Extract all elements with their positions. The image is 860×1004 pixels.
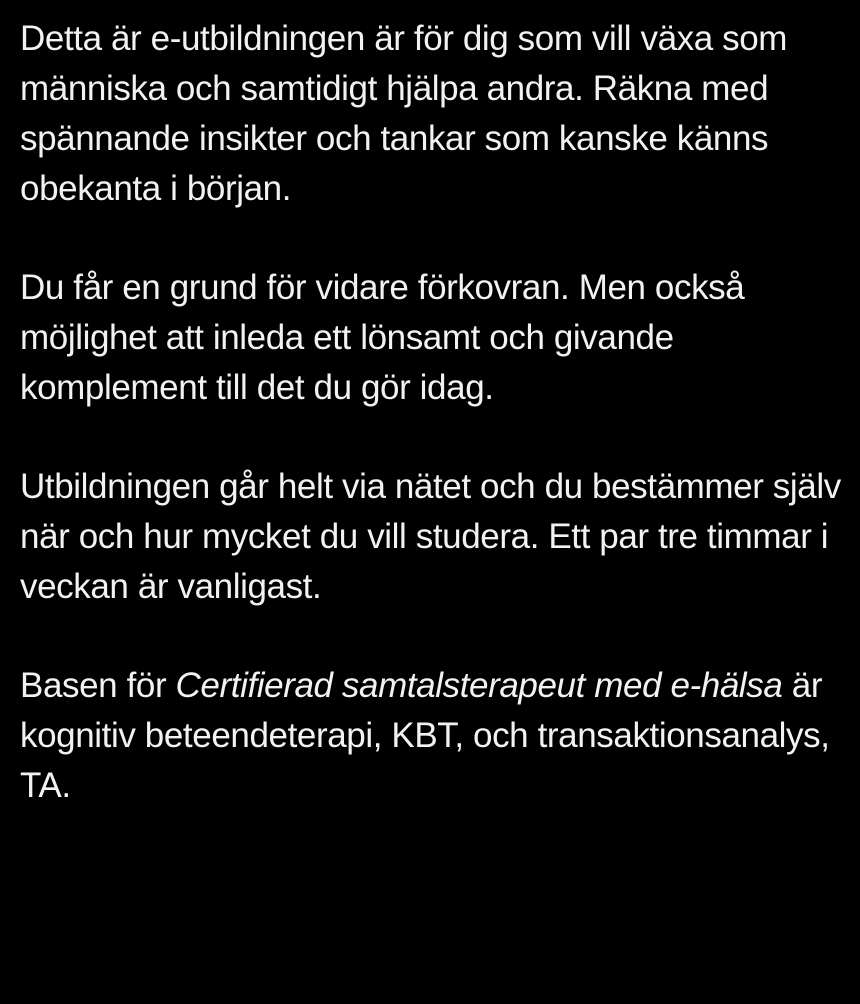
paragraph-foundation: Du får en grund för vidare förkovran. Men också möjlighet att inleda ett lönsamt och givande komplement till det du gör idag. [20, 268, 745, 407]
paragraph-online-study: Utbildningen går helt via nätet och du bestämmer själv när och hur mycket du vill studera. Ett par tre timmar i veckan är vanligast. [20, 467, 841, 606]
paragraph-intro: Detta är e-utbildningen är för dig som vill växa som människa och samtidigt hjälpa andra. Räkna med spännande insikter och tankar som kanske känns obekanta i början. [20, 19, 788, 208]
basis-prefix: Basen för [20, 666, 176, 705]
paragraph-basis [20, 661, 850, 811]
document-body [20, 14, 850, 811]
basis-suffix: är kognitiv beteendeterapi, KBT, och transaktionsanalys, TA. [20, 666, 830, 805]
course-title: Certifierad samtalsterapeut med e-hälsa [175, 666, 783, 705]
